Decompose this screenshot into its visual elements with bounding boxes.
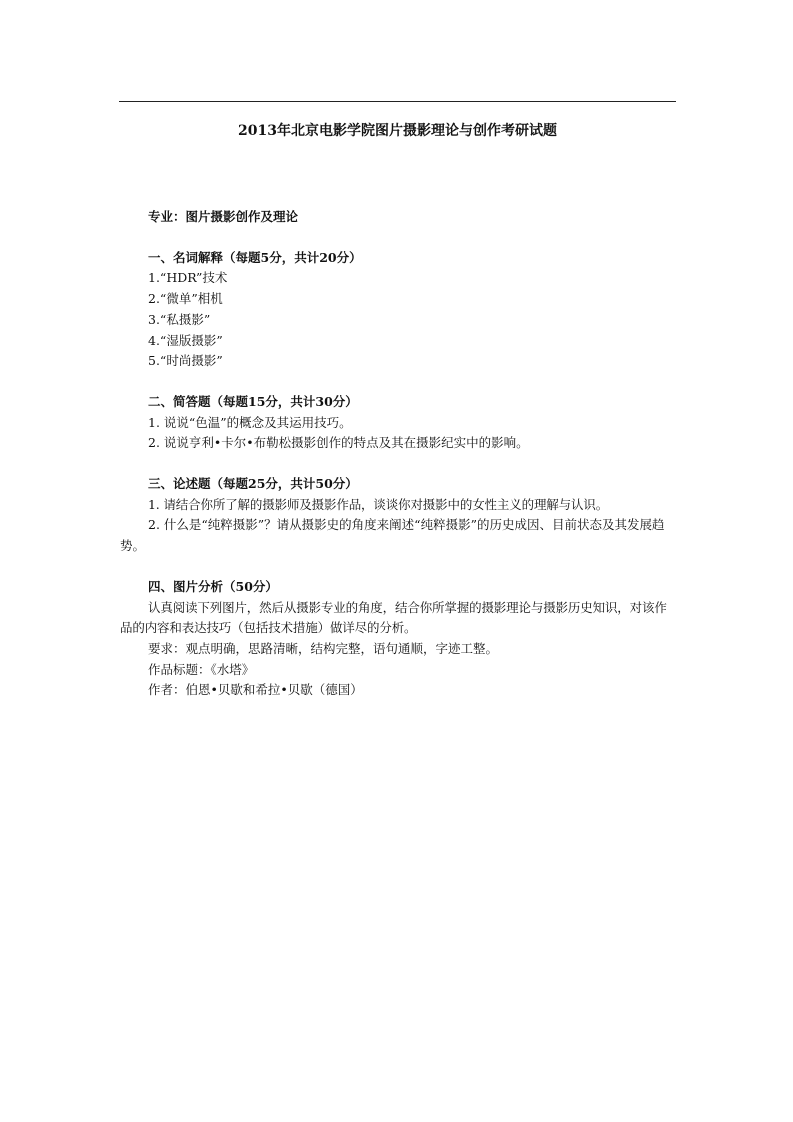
question-item: 4.“湿版摄影” xyxy=(148,332,223,348)
question-item: 3.“私摄影” xyxy=(148,311,211,327)
header-rule xyxy=(119,101,676,102)
question-item: 2.“微单”相机 xyxy=(148,291,223,307)
question-item: 1.“HDR”技术 xyxy=(148,270,228,286)
question-item: 2. 什么是“纯粹摄影”？请从摄影史的角度来阐述“纯粹摄影”的历史成因、目前状态及其发展趋势。 xyxy=(120,517,665,554)
analysis-instructions: 认真阅读下列图片，然后从摄影专业的角度，结合你所掌握的摄影理论与摄影历史知识，对该作品的内容和表达技巧（包括技术措施）做详尽的分析。 xyxy=(120,599,667,636)
section-essay xyxy=(120,474,676,557)
question-item: 1. 请结合你所了解的摄影师及摄影作品，谈谈你对摄影中的女性主义的理解与认识。 xyxy=(148,496,609,512)
work-author: 作者：伯恩•贝歇和希拉•贝歇（德国） xyxy=(148,682,363,698)
work-title: 作品标题：《水塔》 xyxy=(148,661,255,677)
document-title: 2013年北京电影学院图片摄影理论与创作考研试题 xyxy=(238,123,557,139)
document-body xyxy=(120,207,676,721)
question-item: 2. 说说亨利•卡尔•布勒松摄影创作的特点及其在摄影纪实中的影响。 xyxy=(148,435,529,451)
analysis-requirements: 要求：观点明确，思路清晰，结构完整，语句通顺，字迹工整。 xyxy=(148,640,499,656)
section-heading: 二、简答题（每题15分，共计30分） xyxy=(148,393,358,409)
section-short-answer xyxy=(120,392,676,454)
question-item: 1. 说说“色温”的概念及其运用技巧。 xyxy=(148,414,352,430)
major-label: 专业：图片摄影创作及理论 xyxy=(148,209,299,224)
section-heading: 三、论述题（每题25分，共计50分） xyxy=(148,476,358,492)
section-terms xyxy=(120,248,676,372)
section-heading: 一、名词解释（每题5分，共计20分） xyxy=(148,249,362,265)
question-item: 5.“时尚摄影” xyxy=(148,353,223,369)
section-image-analysis xyxy=(120,577,676,701)
section-heading: 四、图片分析（50分） xyxy=(148,578,278,594)
